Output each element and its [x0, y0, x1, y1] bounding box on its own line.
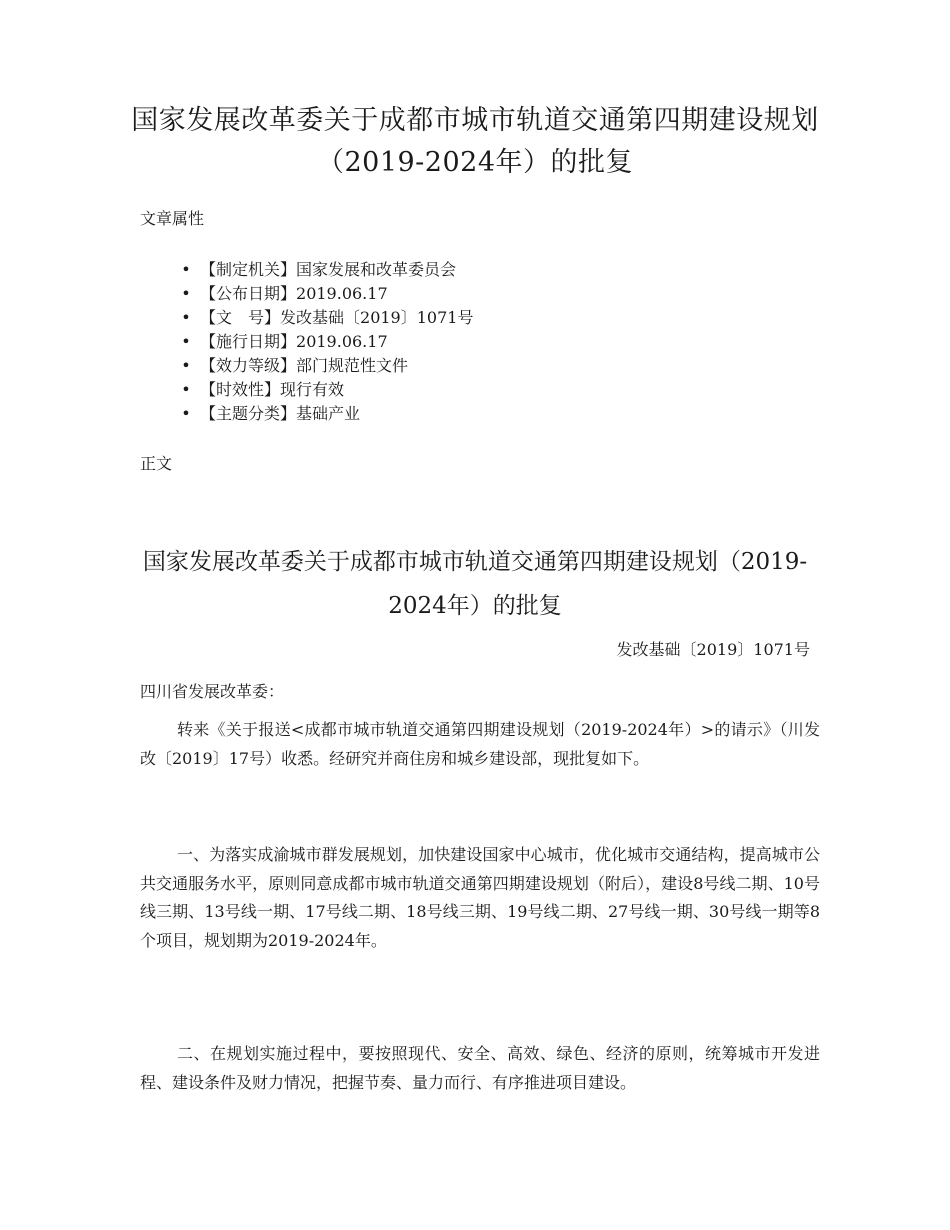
bullet-icon: •	[181, 284, 191, 303]
bullet-icon: •	[181, 260, 191, 279]
list-item	[180, 402, 473, 426]
attribute-value: 基础产业	[296, 404, 361, 423]
attributes-label: 文章属性	[140, 209, 205, 228]
document-number: 发改基础〔2019〕1071号	[616, 640, 810, 659]
bullet-icon: •	[181, 356, 191, 375]
bullet-icon: •	[181, 332, 191, 351]
paragraph-3: 二、在规划实施过程中，要按照现代、安全、高效、绿色、经济的原则，统筹城市开发进程、建设条件及财力情况，把握节奏、量力而行、有序推进项目建设。	[140, 1044, 820, 1092]
list-item	[180, 258, 473, 282]
page-title: 国家发展改革委关于成都市城市轨道交通第四期建设规划（2019-2024年）的批复	[131, 105, 819, 178]
attribute-value: 国家发展和改革委员会	[296, 260, 457, 279]
attribute-key: 【文 号】	[200, 308, 281, 327]
bullet-icon: •	[181, 308, 191, 327]
attribute-key: 【效力等级】	[200, 356, 297, 375]
bullet-icon: •	[181, 404, 191, 423]
paragraph-2: 一、为落实成渝城市群发展规划，加快建设国家中心城市，优化城市交通结构，提高城市公共交通服务水平，原则同意成都市城市轨道交通第四期建设规划（附后），建设8号线二期、10号线三期、13号线一期、17号线二期、18号线三期、19号线二期、27号线一期、30号线一期等8个项目，规划期为2019-2024年。	[140, 845, 820, 950]
attributes-list	[180, 258, 473, 426]
attribute-key: 【主题分类】	[200, 404, 297, 423]
document-title: 国家发展改革委关于成都市城市轨道交通第四期建设规划（2019-2024年）的批复	[142, 549, 808, 619]
attribute-value: 2019.06.17	[296, 284, 388, 303]
attribute-value: 2019.06.17	[296, 332, 388, 351]
attribute-key: 【公布日期】	[200, 284, 297, 303]
paragraph-1: 转来《关于报送<成都市城市轨道交通第四期建设规划（2019-2024年）>的请示》（川发改〔2019〕17号）收悉。经研究并商住房和城乡建设部，现批复如下。	[140, 720, 820, 768]
list-item	[180, 306, 473, 330]
list-item	[180, 330, 473, 354]
attribute-value: 发改基础〔2019〕1071号	[280, 308, 474, 327]
attribute-value: 现行有效	[280, 380, 345, 399]
list-item	[180, 378, 473, 402]
attribute-key: 【制定机关】	[200, 260, 297, 279]
body-label: 正文	[140, 454, 173, 473]
attribute-value: 部门规范性文件	[296, 356, 409, 375]
list-item	[180, 282, 473, 306]
addressee: 四川省发展改革委：	[140, 682, 285, 701]
attribute-key: 【时效性】	[200, 380, 281, 399]
list-item	[180, 354, 473, 378]
attribute-key: 【施行日期】	[200, 332, 297, 351]
bullet-icon: •	[181, 380, 191, 399]
